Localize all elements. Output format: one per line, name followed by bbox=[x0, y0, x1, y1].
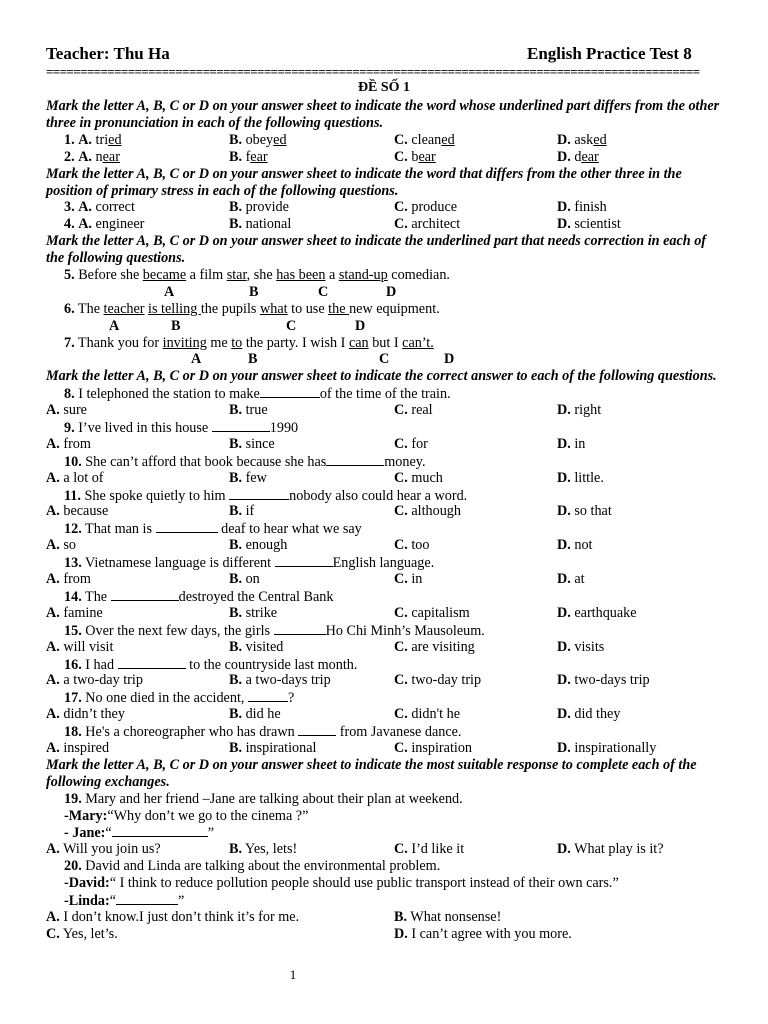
q8-c-text: real bbox=[407, 402, 433, 419]
q17-b-label: B. bbox=[229, 706, 243, 723]
q16-b-text: a two-days trip bbox=[242, 672, 331, 689]
q12-number: 12. bbox=[64, 521, 82, 538]
q14-b-label: B. bbox=[229, 604, 243, 621]
q14-d-label: D. bbox=[557, 604, 571, 621]
q2-d-underlined: ear bbox=[581, 148, 599, 165]
q14-d-text: earthquake bbox=[570, 604, 637, 621]
q15-c-text: are visiting bbox=[407, 638, 475, 655]
q11-a-label: A. bbox=[46, 503, 60, 520]
q1-option-b bbox=[229, 132, 287, 149]
q5-text-2: a film bbox=[186, 267, 227, 283]
q18-c-label: C. bbox=[394, 739, 408, 756]
q3-b-text: provide bbox=[242, 199, 289, 216]
q20-blank bbox=[116, 892, 178, 905]
q1-c-label: C. bbox=[394, 131, 408, 148]
test-title: English Practice Test 8 bbox=[527, 44, 692, 63]
q13-b-label: B. bbox=[229, 571, 243, 588]
q2-option-c bbox=[394, 149, 436, 166]
q10-a-label: A. bbox=[46, 469, 60, 486]
q2-option-b bbox=[229, 149, 268, 166]
q7-part-a: inviting bbox=[162, 334, 207, 351]
q4-d-label: D. bbox=[557, 216, 571, 233]
q5-text-4: a bbox=[325, 267, 339, 283]
q9-d-label: D. bbox=[557, 435, 571, 452]
q12-b-text: enough bbox=[242, 537, 288, 554]
q4-option-c bbox=[394, 216, 460, 233]
q19-mary-text: “Why don’t we go to the cinema ?” bbox=[107, 807, 309, 824]
q15-b-text: visited bbox=[242, 638, 284, 655]
q14-c-label: C. bbox=[394, 604, 408, 621]
q6-part-d: the bbox=[328, 300, 350, 317]
q2-b-text: f bbox=[242, 148, 251, 165]
q20-linda-close-quote: ” bbox=[178, 893, 185, 909]
q1-b-underlined: ed bbox=[273, 131, 287, 148]
q5-text-1: Before she bbox=[74, 267, 143, 283]
q14-a-text: famine bbox=[59, 604, 103, 621]
instruction-correct-answer: Mark the letter A, B, C or D on your answer sheet to indicate the correct answer to each of the following questions. bbox=[46, 368, 717, 385]
q1-a-label: A. bbox=[78, 131, 92, 148]
q9-stem-1: I’ve lived in this house bbox=[74, 420, 212, 437]
mc-question-17 bbox=[46, 689, 722, 723]
q13-c-text: in bbox=[407, 571, 423, 588]
q4-number: 4. bbox=[64, 216, 75, 233]
q18-b-text: inspirational bbox=[242, 739, 317, 756]
mc-question-18 bbox=[46, 723, 722, 757]
q14-c-text: capitalism bbox=[407, 604, 470, 621]
q2-c-text: b bbox=[407, 148, 419, 165]
q19-a-text: Will you join us? bbox=[59, 841, 161, 858]
q18-a-label: A. bbox=[46, 739, 60, 756]
q15-b-label: B. bbox=[229, 638, 243, 655]
q17-stem-1: No one died in the accident, bbox=[81, 690, 248, 707]
q18-d-text: inspirationally bbox=[570, 739, 657, 756]
question-3 bbox=[46, 199, 722, 216]
instruction-correction: Mark the letter A, B, C or D on your answer sheet to indicate the underlined part that needs correction in each of the following questions. bbox=[46, 233, 707, 267]
q11-stem-1: She spoke quietly to him bbox=[80, 487, 230, 504]
q19-a-label: A. bbox=[46, 841, 60, 858]
q2-number: 2. bbox=[64, 148, 75, 165]
q20-d-label: D. bbox=[394, 925, 408, 942]
q1-option-d bbox=[557, 132, 607, 149]
q10-d-text: little. bbox=[570, 469, 604, 486]
mc-question-12 bbox=[46, 520, 722, 554]
q15-number: 15. bbox=[64, 622, 82, 639]
q19-blank bbox=[112, 824, 208, 837]
q19-jane-open-quote: “ bbox=[105, 825, 112, 842]
q15-stem-2: Ho Chi Minh’s Mausoleum. bbox=[325, 622, 485, 639]
q11-d-label: D. bbox=[557, 503, 571, 520]
q15-a-text: will visit bbox=[59, 638, 114, 655]
question-7 bbox=[46, 335, 722, 352]
q16-d-label: D. bbox=[557, 672, 571, 689]
q4-option-a bbox=[46, 216, 144, 233]
q13-a-text: from bbox=[59, 571, 91, 588]
q9-a-text: from bbox=[59, 435, 91, 452]
q18-c-text: inspiration bbox=[407, 739, 473, 756]
q10-b-text: few bbox=[242, 469, 267, 486]
q1-b-text: obey bbox=[242, 131, 274, 148]
question-2 bbox=[46, 149, 722, 166]
q9-stem-2: 1990 bbox=[269, 420, 299, 437]
q7-letter-c: C bbox=[379, 351, 390, 368]
q1-b-label: B. bbox=[229, 131, 243, 148]
q1-a-text: tri bbox=[91, 131, 109, 148]
q16-stem-1: I had bbox=[81, 656, 118, 673]
q4-c-text: architect bbox=[407, 216, 461, 233]
q6-text-4: to use bbox=[287, 300, 329, 317]
q2-d-text: d bbox=[570, 148, 582, 165]
q1-d-label: D. bbox=[557, 131, 571, 148]
q15-d-label: D. bbox=[557, 638, 571, 655]
q7-text-1: Thank you for bbox=[74, 334, 163, 351]
q16-a-text: a two-day trip bbox=[59, 672, 143, 689]
q11-c-label: C. bbox=[394, 503, 408, 520]
q8-c-label: C. bbox=[394, 402, 408, 419]
q11-a-text: because bbox=[59, 503, 109, 520]
mc-question-13 bbox=[46, 554, 722, 588]
q10-c-text: much bbox=[407, 469, 443, 486]
q17-a-text: didn’t they bbox=[59, 706, 125, 723]
q4-c-label: C. bbox=[394, 216, 408, 233]
q14-b-text: strike bbox=[242, 604, 278, 621]
q20-stem: David and Linda are talking about the environmental problem. bbox=[81, 858, 441, 875]
q7-letter-a: A bbox=[191, 351, 202, 368]
q10-stem-1: She can’t afford that book because she has bbox=[81, 453, 327, 470]
q3-b-label: B. bbox=[229, 199, 243, 216]
q5-letter-a: A bbox=[164, 283, 175, 300]
q12-stem-2: deaf to hear what we say bbox=[217, 521, 362, 538]
mc-question-10 bbox=[46, 453, 722, 487]
q20-b-label: B. bbox=[394, 908, 408, 925]
q20-d-text: I can’t agree with you more. bbox=[407, 925, 572, 942]
q10-number: 10. bbox=[64, 453, 82, 470]
q15-d-text: visits bbox=[570, 638, 605, 655]
q17-c-text: didn't he bbox=[407, 706, 461, 723]
q9-c-label: C. bbox=[394, 435, 408, 452]
q19-c-text: I’d like it bbox=[407, 841, 465, 858]
q19-d-text: What play is it? bbox=[570, 841, 664, 858]
q4-a-text: engineer bbox=[91, 216, 145, 233]
q6-text-5: new equipment. bbox=[349, 300, 440, 317]
q20-c-label: C. bbox=[46, 925, 60, 942]
q18-a-text: inspired bbox=[59, 739, 110, 756]
q6-text-3: the pupils bbox=[200, 300, 260, 317]
q11-stem-2: nobody also could hear a word. bbox=[289, 487, 468, 504]
q16-a-label: A. bbox=[46, 672, 60, 689]
q2-d-label: D. bbox=[557, 148, 571, 165]
q5-letters bbox=[46, 284, 722, 301]
q7-letter-b: B bbox=[248, 351, 258, 368]
q11-c-text: although bbox=[407, 503, 461, 520]
q2-option-d bbox=[557, 149, 599, 166]
teacher-name: Teacher: Thu Ha bbox=[46, 44, 170, 63]
q10-b-label: B. bbox=[229, 469, 243, 486]
q11-b-label: B. bbox=[229, 503, 243, 520]
mc-question-15 bbox=[46, 622, 722, 656]
question-20 bbox=[46, 858, 722, 942]
q5-letter-d: D bbox=[386, 283, 397, 300]
q1-option-a bbox=[46, 132, 122, 149]
q7-letter-d: D bbox=[444, 351, 455, 368]
q13-d-text: at bbox=[570, 571, 585, 588]
divider-rule: ================================================================================================ bbox=[46, 66, 700, 78]
q2-b-label: B. bbox=[229, 148, 243, 165]
q13-a-label: A. bbox=[46, 571, 60, 588]
q7-text-2: me bbox=[206, 334, 232, 351]
q10-a-text: a lot of bbox=[59, 469, 104, 486]
q12-a-label: A. bbox=[46, 537, 60, 554]
q4-b-label: B. bbox=[229, 216, 243, 233]
q11-number: 11. bbox=[64, 487, 81, 504]
q5-part-a: became bbox=[142, 267, 187, 283]
q3-c-label: C. bbox=[394, 199, 408, 216]
q5-part-c: has been bbox=[276, 267, 326, 283]
q13-d-label: D. bbox=[557, 571, 571, 588]
q17-d-label: D. bbox=[557, 706, 571, 723]
q15-a-label: A. bbox=[46, 638, 60, 655]
q7-letters bbox=[46, 351, 722, 368]
q3-option-a bbox=[46, 199, 135, 216]
q19-mary-label: -Mary: bbox=[64, 807, 108, 824]
q4-d-text: scientist bbox=[570, 216, 621, 233]
q2-a-label: A. bbox=[78, 148, 92, 165]
q4-b-text: national bbox=[242, 216, 292, 233]
q8-stem-1: I telephoned the station to make bbox=[74, 386, 260, 403]
mc-question-8 bbox=[46, 385, 722, 419]
q6-number: 6. bbox=[64, 300, 75, 317]
q8-d-label: D. bbox=[557, 402, 571, 419]
q20-a-text: I don’t know.I just don’t think it’s for me. bbox=[59, 908, 300, 925]
q15-stem-1: Over the next few days, the girls bbox=[81, 622, 274, 639]
q12-d-text: not bbox=[570, 537, 593, 554]
q9-blank bbox=[212, 419, 270, 432]
q20-number: 20. bbox=[64, 858, 82, 875]
q19-b-label: B. bbox=[229, 841, 243, 858]
q13-blank bbox=[275, 554, 333, 567]
q13-c-label: C. bbox=[394, 571, 408, 588]
q8-a-text: sure bbox=[59, 402, 87, 419]
question-1 bbox=[46, 132, 722, 149]
question-6 bbox=[46, 301, 722, 318]
q3-d-label: D. bbox=[557, 199, 571, 216]
q1-c-underlined: ed bbox=[441, 131, 455, 148]
q12-b-label: B. bbox=[229, 537, 243, 554]
q8-number: 8. bbox=[64, 386, 75, 403]
question-5 bbox=[46, 267, 722, 284]
q1-d-text: ask bbox=[570, 131, 594, 148]
q8-a-label: A. bbox=[46, 402, 60, 419]
q5-part-d: stand-up bbox=[338, 267, 388, 283]
q5-text-5: comedian. bbox=[387, 267, 450, 283]
q7-number: 7. bbox=[64, 334, 75, 351]
q17-a-label: A. bbox=[46, 706, 60, 723]
q16-blank bbox=[118, 656, 186, 669]
q19-stem: Mary and her friend –Jane are talking about their plan at weekend. bbox=[81, 790, 463, 807]
q3-c-text: produce bbox=[407, 199, 458, 216]
mc-question-14 bbox=[46, 588, 722, 622]
q3-d-text: finish bbox=[570, 199, 607, 216]
q19-d-label: D. bbox=[557, 841, 571, 858]
q6-letter-c: C bbox=[286, 317, 297, 334]
q6-part-b: is telling bbox=[148, 300, 201, 317]
q7-text-4: but I bbox=[368, 334, 403, 351]
q17-stem-2: ? bbox=[288, 690, 295, 707]
instruction-stress: Mark the letter A, B, C or D on your answer sheet to indicate the word that differs from the other three in the position of primary stress in each of the following questions. bbox=[46, 165, 682, 199]
q15-blank bbox=[274, 622, 326, 635]
q12-c-label: C. bbox=[394, 537, 408, 554]
q1-option-c bbox=[394, 132, 455, 149]
q19-jane-label: - Jane: bbox=[64, 825, 106, 842]
q1-d-underlined: ed bbox=[593, 131, 607, 148]
question-4 bbox=[46, 216, 722, 233]
page-number: 1 bbox=[289, 967, 297, 982]
q19-jane-close-quote: ” bbox=[207, 825, 214, 842]
q5-number: 5. bbox=[64, 267, 75, 283]
q10-d-label: D. bbox=[557, 469, 571, 486]
q18-b-label: B. bbox=[229, 739, 243, 756]
q4-option-b bbox=[229, 216, 291, 233]
q18-stem-2: from Javanese dance. bbox=[336, 724, 462, 741]
instruction-exchanges: Mark the letter A, B, C or D on your answer sheet to indicate the most suitable response to complete each of the following exchanges. bbox=[46, 756, 697, 790]
q9-b-text: since bbox=[242, 435, 275, 452]
q16-d-text: two-days trip bbox=[570, 672, 650, 689]
q6-text-1: The bbox=[74, 300, 104, 317]
q5-part-b: star bbox=[226, 267, 247, 283]
q15-c-label: C. bbox=[394, 638, 408, 655]
q17-b-text: did he bbox=[242, 706, 281, 723]
q12-blank bbox=[156, 520, 218, 533]
q10-c-label: C. bbox=[394, 469, 408, 486]
q13-number: 13. bbox=[64, 555, 82, 572]
q6-letter-d: D bbox=[355, 317, 366, 334]
q8-b-text: true bbox=[242, 402, 268, 419]
q9-d-text: in bbox=[570, 435, 586, 452]
q8-stem-2: of the time of the train. bbox=[319, 386, 451, 403]
q19-c-label: C. bbox=[394, 841, 408, 858]
q18-blank bbox=[298, 723, 336, 736]
q11-b-text: if bbox=[242, 503, 255, 520]
q11-blank bbox=[229, 487, 289, 500]
q10-blank bbox=[326, 453, 384, 466]
q16-b-label: B. bbox=[229, 672, 243, 689]
q16-c-label: C. bbox=[394, 672, 408, 689]
q18-d-label: D. bbox=[557, 739, 571, 756]
q7-part-c: can bbox=[348, 334, 369, 351]
q4-a-label: A. bbox=[78, 216, 92, 233]
q12-c-text: too bbox=[407, 537, 430, 554]
q2-a-underlined: ear bbox=[102, 148, 120, 165]
q3-option-b bbox=[229, 199, 289, 216]
q14-a-label: A. bbox=[46, 604, 60, 621]
question-body bbox=[46, 98, 722, 943]
q2-c-underlined: ear bbox=[418, 148, 436, 165]
q12-d-label: D. bbox=[557, 537, 571, 554]
q14-stem-2: destroyed the Central Bank bbox=[178, 588, 334, 605]
q4-option-d bbox=[557, 216, 621, 233]
mc-question-9 bbox=[46, 419, 722, 453]
q9-a-label: A. bbox=[46, 435, 60, 452]
q6-part-a: teacher bbox=[103, 300, 145, 317]
q2-b-underlined: ear bbox=[250, 148, 268, 165]
q13-stem-1: Vietnamese language is different bbox=[81, 555, 275, 572]
q13-stem-2: English language. bbox=[332, 555, 435, 572]
q8-blank bbox=[260, 385, 320, 398]
q6-letters bbox=[46, 318, 722, 335]
q2-a-text: n bbox=[91, 148, 103, 165]
q17-number: 17. bbox=[64, 690, 82, 707]
instruction-pronunciation: Mark the letter A, B, C or D on your answer sheet to indicate the word whose underlined part differs from the other three in pronunciation in each of the following questions. bbox=[46, 98, 720, 131]
q6-letter-a: A bbox=[109, 317, 120, 334]
q12-a-text: so bbox=[59, 537, 76, 554]
q11-d-text: so that bbox=[570, 503, 612, 520]
q14-blank bbox=[111, 588, 179, 601]
q6-part-c: what bbox=[259, 300, 288, 317]
q10-stem-2: money. bbox=[384, 453, 426, 470]
q12-stem-1: That man is bbox=[81, 521, 156, 538]
q1-a-underlined: ed bbox=[108, 131, 122, 148]
q20-linda-label: -Linda: bbox=[64, 893, 110, 909]
q9-c-text: for bbox=[407, 435, 428, 452]
q18-stem-1: He's a choreographer who has drawn bbox=[81, 724, 299, 741]
q9-number: 9. bbox=[64, 420, 75, 437]
q5-letter-b: B bbox=[249, 283, 259, 300]
q1-c-text: clean bbox=[407, 131, 442, 148]
q19-b-text: Yes, lets! bbox=[242, 841, 298, 858]
q18-number: 18. bbox=[64, 724, 82, 741]
q8-d-text: right bbox=[570, 402, 602, 419]
q17-d-text: did they bbox=[570, 706, 621, 723]
mc-question-11 bbox=[46, 487, 722, 521]
q16-number: 16. bbox=[64, 656, 82, 673]
q9-b-label: B. bbox=[229, 435, 243, 452]
q19-number: 19. bbox=[64, 790, 82, 807]
question-19 bbox=[46, 791, 722, 859]
q16-stem-2: to the countryside last month. bbox=[185, 656, 358, 673]
q20-linda-open-quote: “ bbox=[109, 893, 117, 909]
q6-letter-b: B bbox=[171, 317, 181, 334]
q3-option-c bbox=[394, 199, 457, 216]
q14-stem-1: The bbox=[81, 588, 111, 605]
q14-number: 14. bbox=[64, 588, 82, 605]
q1-number: 1. bbox=[64, 131, 75, 148]
q2-option-a bbox=[46, 149, 120, 166]
q20-a-label: A. bbox=[46, 908, 60, 925]
q20-david-label: -David: bbox=[64, 875, 110, 892]
q5-text-3: , she bbox=[246, 267, 277, 283]
q17-c-label: C. bbox=[394, 706, 408, 723]
q13-b-text: on bbox=[242, 571, 260, 588]
q3-a-label: A. bbox=[78, 199, 92, 216]
q17-blank bbox=[248, 689, 288, 702]
page-title: ĐỀ SỐ 1 bbox=[357, 80, 411, 95]
q3-option-d bbox=[557, 199, 607, 216]
q7-part-b: to bbox=[231, 334, 243, 351]
q3-number: 3. bbox=[64, 199, 75, 216]
q3-a-text: correct bbox=[91, 199, 135, 216]
q2-c-label: C. bbox=[394, 148, 408, 165]
q20-c-text: Yes, let’s. bbox=[59, 925, 118, 942]
q8-b-label: B. bbox=[229, 402, 243, 419]
q5-letter-c: C bbox=[318, 283, 329, 300]
q7-text-3: the party. I wish I bbox=[242, 334, 349, 351]
mc-question-16 bbox=[46, 656, 722, 690]
q7-part-d: can’t. bbox=[402, 334, 434, 351]
q16-c-text: two-day trip bbox=[407, 672, 482, 689]
q20-david-text: “ I think to reduce pollution people should use public transport instead of their own cars.” bbox=[109, 875, 619, 892]
q20-b-text: What nonsense! bbox=[407, 908, 502, 925]
